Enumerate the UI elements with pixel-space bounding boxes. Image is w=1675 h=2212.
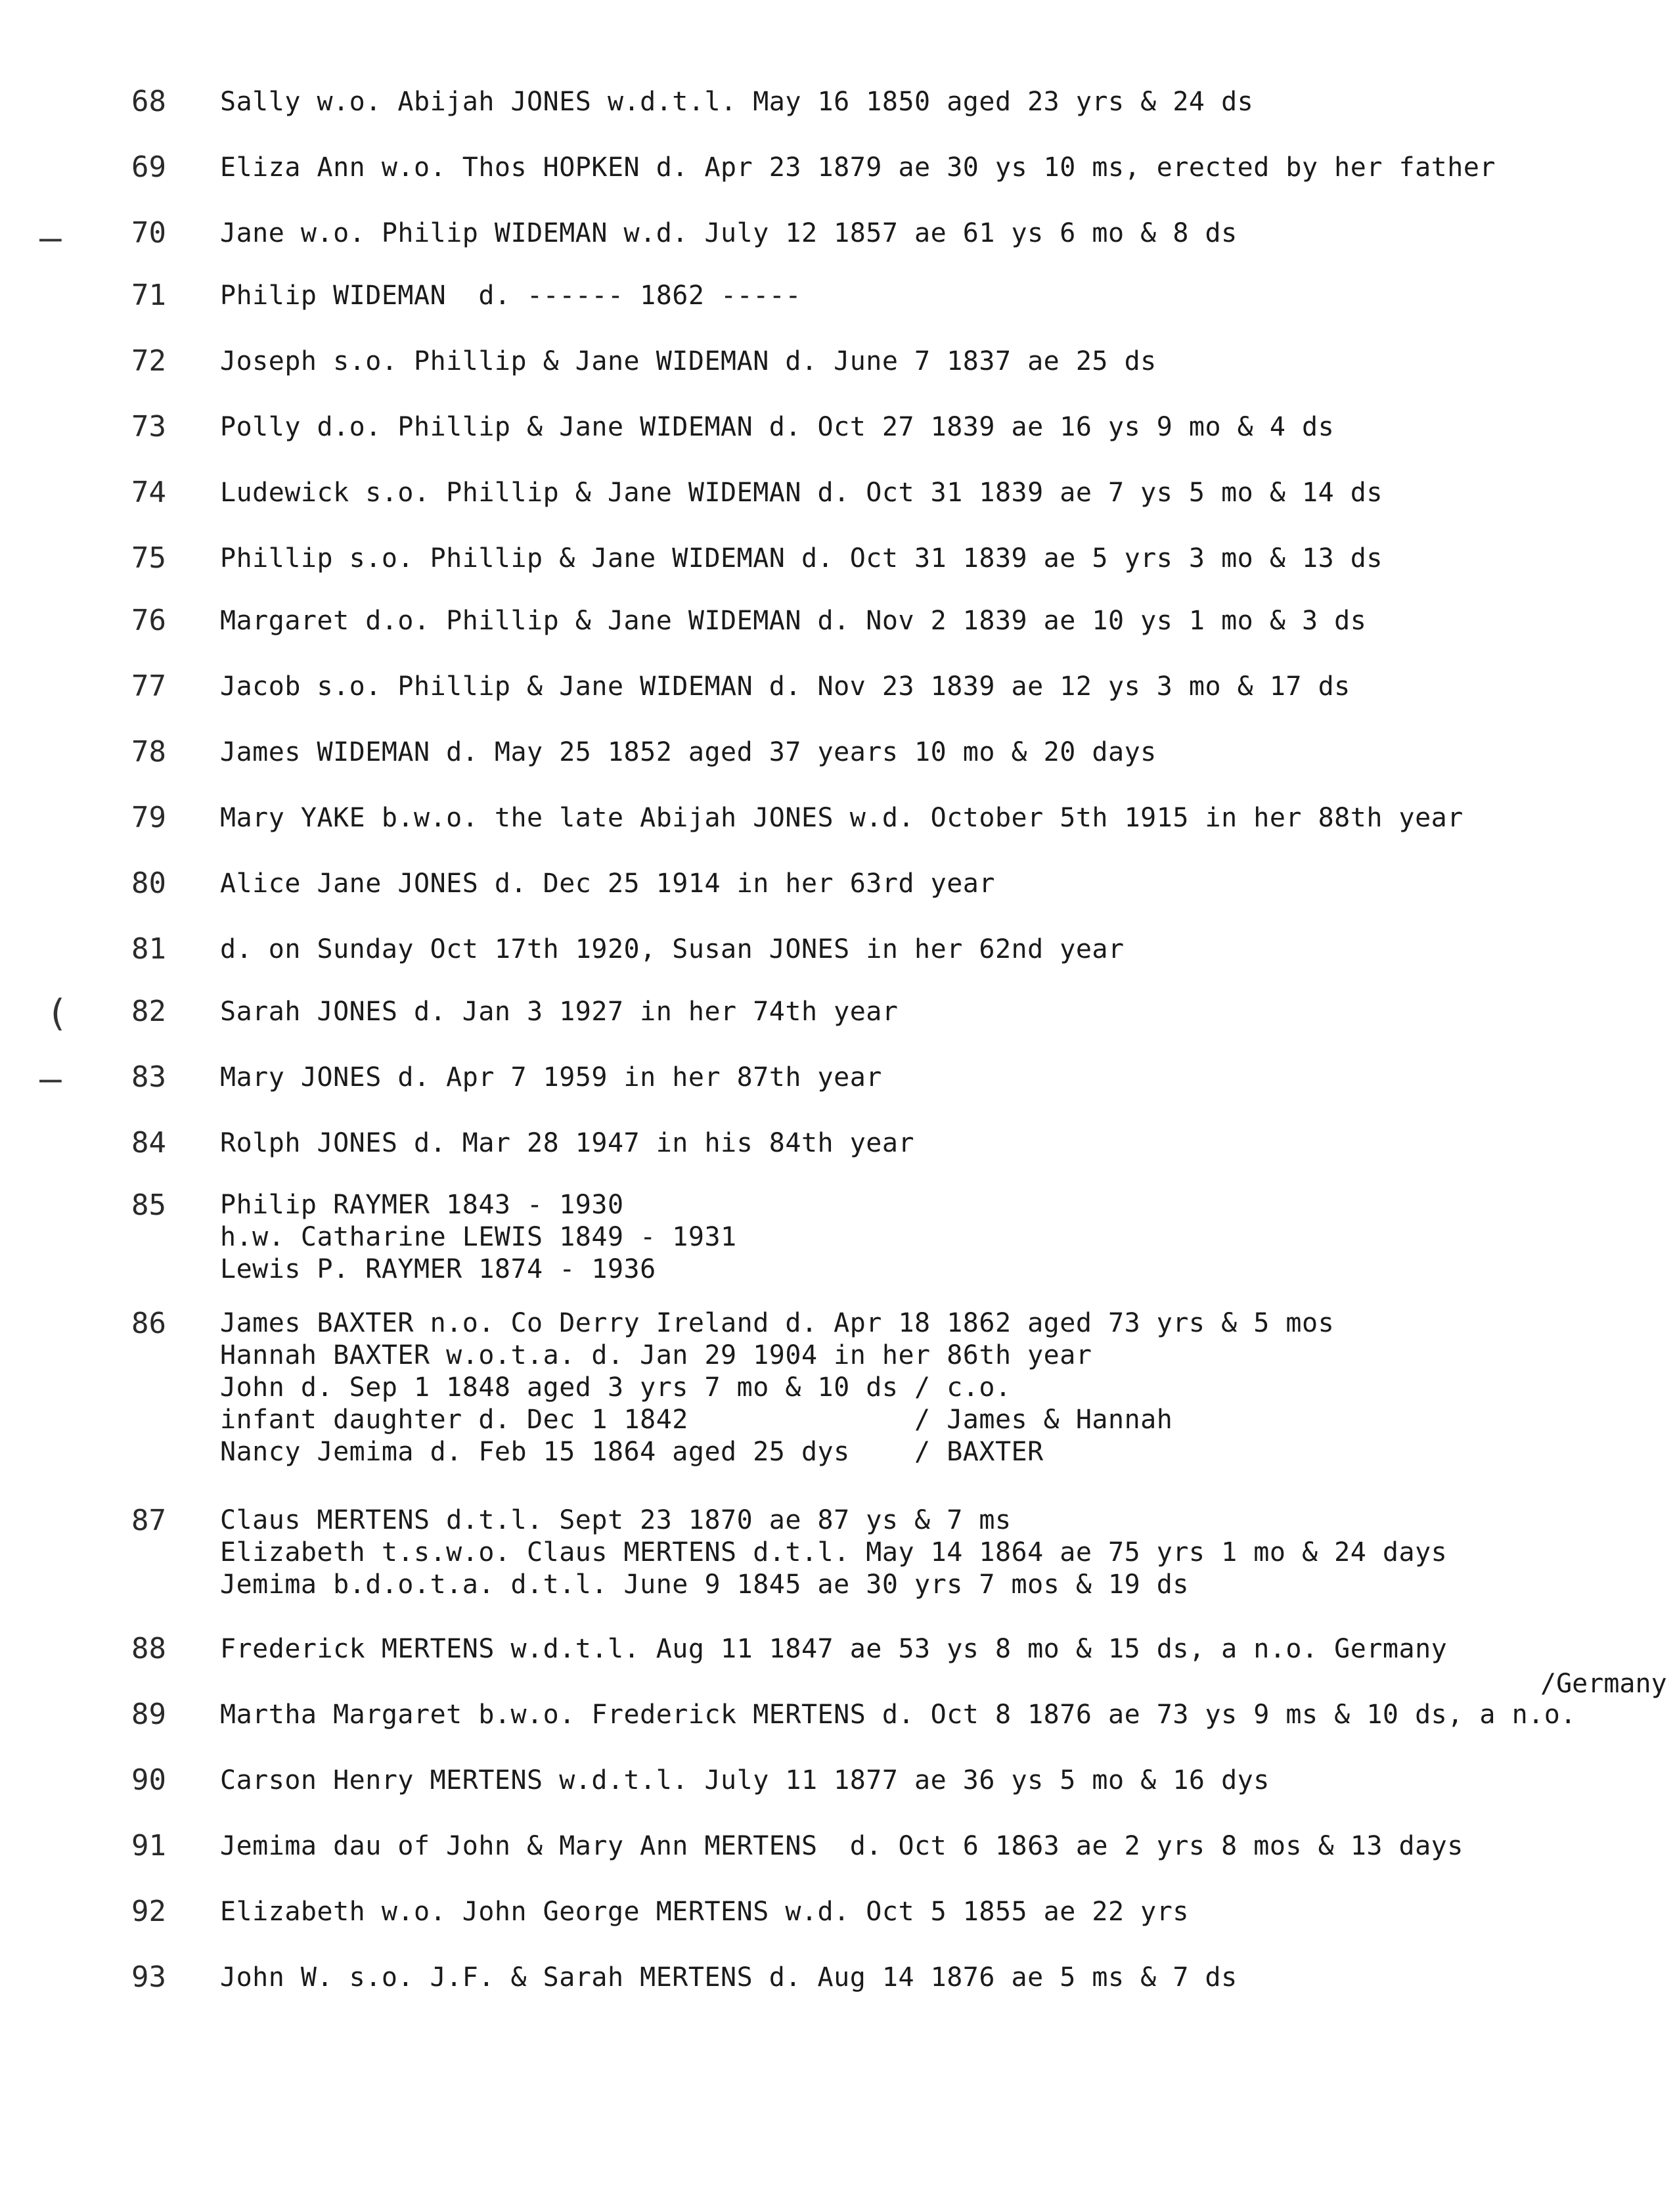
entry-text xyxy=(220,1961,1632,1994)
margin-pen-mark: — xyxy=(39,1058,62,1100)
entry-text xyxy=(220,736,1632,769)
entry-line: Frederick MERTENS w.d.t.l. Aug 11 1847 ae 53 ys 8 mo & 15 ds, a n.o. Germany xyxy=(220,1634,1448,1664)
entry-number: 89 xyxy=(131,1698,166,1731)
entry-line: Ludewick s.o. Phillip & Jane WIDEMAN d. Oct 31 1839 ae 7 ys 5 mo & 14 ds xyxy=(220,478,1383,508)
entry-text xyxy=(220,1698,1632,1731)
entry-number: 91 xyxy=(131,1829,166,1862)
entry-text xyxy=(220,1504,1632,1601)
entry-number: 76 xyxy=(131,604,166,637)
entry-text xyxy=(220,345,1632,378)
entry-line: Jemima b.d.o.t.a. d.t.l. June 9 1845 ae 30 yrs 7 mos & 19 ds xyxy=(220,1569,1189,1600)
entry-number: 72 xyxy=(131,344,166,378)
margin-note: /Germany xyxy=(1540,1669,1667,1699)
entry-number: 88 xyxy=(131,1632,166,1665)
entry-number: 79 xyxy=(131,801,166,834)
entry-line: Jemima dau of John & Mary Ann MERTENS d. Oct 6 1863 ae 2 yrs 8 mos & 13 days xyxy=(220,1831,1463,1861)
entry-line: Hannah BAXTER w.o.t.a. d. Jan 29 1904 in her 86th year xyxy=(220,1340,1092,1370)
entry-text xyxy=(220,933,1632,966)
entry-text xyxy=(220,604,1632,637)
entry-number: 74 xyxy=(131,476,166,509)
entry-line: Rolph JONES d. Mar 28 1947 in his 84th year xyxy=(220,1128,915,1158)
entry-text xyxy=(220,995,1632,1028)
entry-line: James WIDEMAN d. May 25 1852 aged 37 years 10 mo & 20 days xyxy=(220,737,1157,767)
entry-text xyxy=(220,1127,1632,1160)
entry-line: Polly d.o. Phillip & Jane WIDEMAN d. Oct 27 1839 ae 16 ys 9 mo & 4 ds xyxy=(220,412,1335,442)
entry-text xyxy=(220,1633,1632,1665)
entry-number: 69 xyxy=(131,150,166,184)
entry-line: Jacob s.o. Phillip & Jane WIDEMAN d. Nov 23 1839 ae 12 ys 3 mo & 17 ds xyxy=(220,671,1351,702)
entry-line: Sally w.o. Abijah JONES w.d.t.l. May 16 1850 aged 23 yrs & 24 ds xyxy=(220,87,1254,117)
entry-line: Eliza Ann w.o. Thos HOPKEN d. Apr 23 1879 ae 30 ys 10 ms, erected by her father xyxy=(220,152,1496,183)
entry-number: 77 xyxy=(131,669,166,703)
entry-text xyxy=(220,542,1632,575)
entry-line: Carson Henry MERTENS w.d.t.l. July 11 1877 ae 36 ys 5 mo & 16 dys xyxy=(220,1765,1270,1795)
entry-text xyxy=(220,1061,1632,1094)
entry-line: Elizabeth t.s.w.o. Claus MERTENS d.t.l. May 14 1864 ae 75 yrs 1 mo & 24 days xyxy=(220,1537,1448,1568)
margin-pen-mark: — xyxy=(39,217,62,260)
entry-line: h.w. Catharine LEWIS 1849 - 1931 xyxy=(220,1222,737,1252)
entry-number: 84 xyxy=(131,1126,166,1160)
entry-text xyxy=(220,1764,1632,1797)
entry-line: Philip WIDEMAN d. ------ 1862 ----- xyxy=(220,281,801,311)
entry-text xyxy=(220,801,1632,834)
entry-line: Sarah JONES d. Jan 3 1927 in her 74th year xyxy=(220,997,899,1027)
entry-number: 70 xyxy=(131,216,166,250)
entry-text xyxy=(220,217,1632,250)
entry-text xyxy=(220,279,1632,312)
entry-line: Philip RAYMER 1843 - 1930 xyxy=(220,1190,624,1220)
entry-number: 86 xyxy=(131,1307,166,1340)
entry-text xyxy=(220,411,1632,443)
entry-number: 93 xyxy=(131,1960,166,1994)
entry-number: 78 xyxy=(131,735,166,769)
entry-line: Margaret d.o. Phillip & Jane WIDEMAN d. Nov 2 1839 ae 10 ys 1 mo & 3 ds xyxy=(220,606,1367,636)
entry-number: 81 xyxy=(131,932,166,966)
entry-line: James BAXTER n.o. Co Derry Ireland d. Apr 18 1862 aged 73 yrs & 5 mos xyxy=(220,1308,1335,1338)
entry-line: Jane w.o. Philip WIDEMAN w.d. July 12 1857 ae 61 ys 6 mo & 8 ds xyxy=(220,218,1238,248)
entry-number: 87 xyxy=(131,1504,166,1537)
entry-line: Martha Margaret b.w.o. Frederick MERTENS d. Oct 8 1876 ae 73 ys 9 ms & 10 ds, a n.o. xyxy=(220,1700,1576,1730)
entry-number: 68 xyxy=(131,85,166,118)
entry-text xyxy=(220,151,1632,184)
entry-number: 71 xyxy=(131,279,166,312)
entry-number: 75 xyxy=(131,541,166,575)
entry-line: Alice Jane JONES d. Dec 25 1914 in her 63rd year xyxy=(220,869,995,899)
entry-number: 83 xyxy=(131,1060,166,1094)
entry-number: 80 xyxy=(131,867,166,900)
entry-text xyxy=(220,1307,1632,1468)
entry-line: Claus MERTENS d.t.l. Sept 23 1870 ae 87 ys & 7 ms xyxy=(220,1505,1012,1535)
entry-text xyxy=(220,476,1632,509)
entry-text xyxy=(220,670,1632,703)
entry-text xyxy=(220,1189,1632,1286)
entry-number: 92 xyxy=(131,1895,166,1928)
entry-number: 82 xyxy=(131,995,166,1028)
entry-line: Mary YAKE b.w.o. the late Abijah JONES w.d. October 5th 1915 in her 88th year xyxy=(220,803,1463,833)
entry-number: 90 xyxy=(131,1763,166,1797)
entry-line: infant daughter d. Dec 1 1842 / James & Hannah xyxy=(220,1405,1173,1435)
entry-line: d. on Sunday Oct 17th 1920, Susan JONES in her 62nd year xyxy=(220,934,1125,964)
entry-text xyxy=(220,85,1632,118)
entry-line: John W. s.o. J.F. & Sarah MERTENS d. Aug 14 1876 ae 5 ms & 7 ds xyxy=(220,1962,1238,1993)
entry-text xyxy=(220,867,1632,900)
entry-line: Phillip s.o. Phillip & Jane WIDEMAN d. Oct 31 1839 ae 5 yrs 3 mo & 13 ds xyxy=(220,543,1383,574)
entry-line: John d. Sep 1 1848 aged 3 yrs 7 mo & 10 ds / c.o. xyxy=(220,1372,1012,1403)
entry-line: Nancy Jemima d. Feb 15 1864 aged 25 dys / BAXTER xyxy=(220,1437,1044,1467)
entry-line: Lewis P. RAYMER 1874 - 1936 xyxy=(220,1254,656,1284)
entry-number: 85 xyxy=(131,1188,166,1222)
entry-text xyxy=(220,1830,1632,1862)
entry-line: Elizabeth w.o. John George MERTENS w.d. Oct 5 1855 ae 22 yrs xyxy=(220,1897,1189,1927)
entry-line: Mary JONES d. Apr 7 1959 in her 87th year xyxy=(220,1062,882,1093)
entry-number: 73 xyxy=(131,410,166,443)
entry-text xyxy=(220,1895,1632,1928)
entry-line: Joseph s.o. Phillip & Jane WIDEMAN d. June 7 1837 ae 25 ds xyxy=(220,346,1157,376)
margin-pen-mark: ( xyxy=(46,992,68,1035)
